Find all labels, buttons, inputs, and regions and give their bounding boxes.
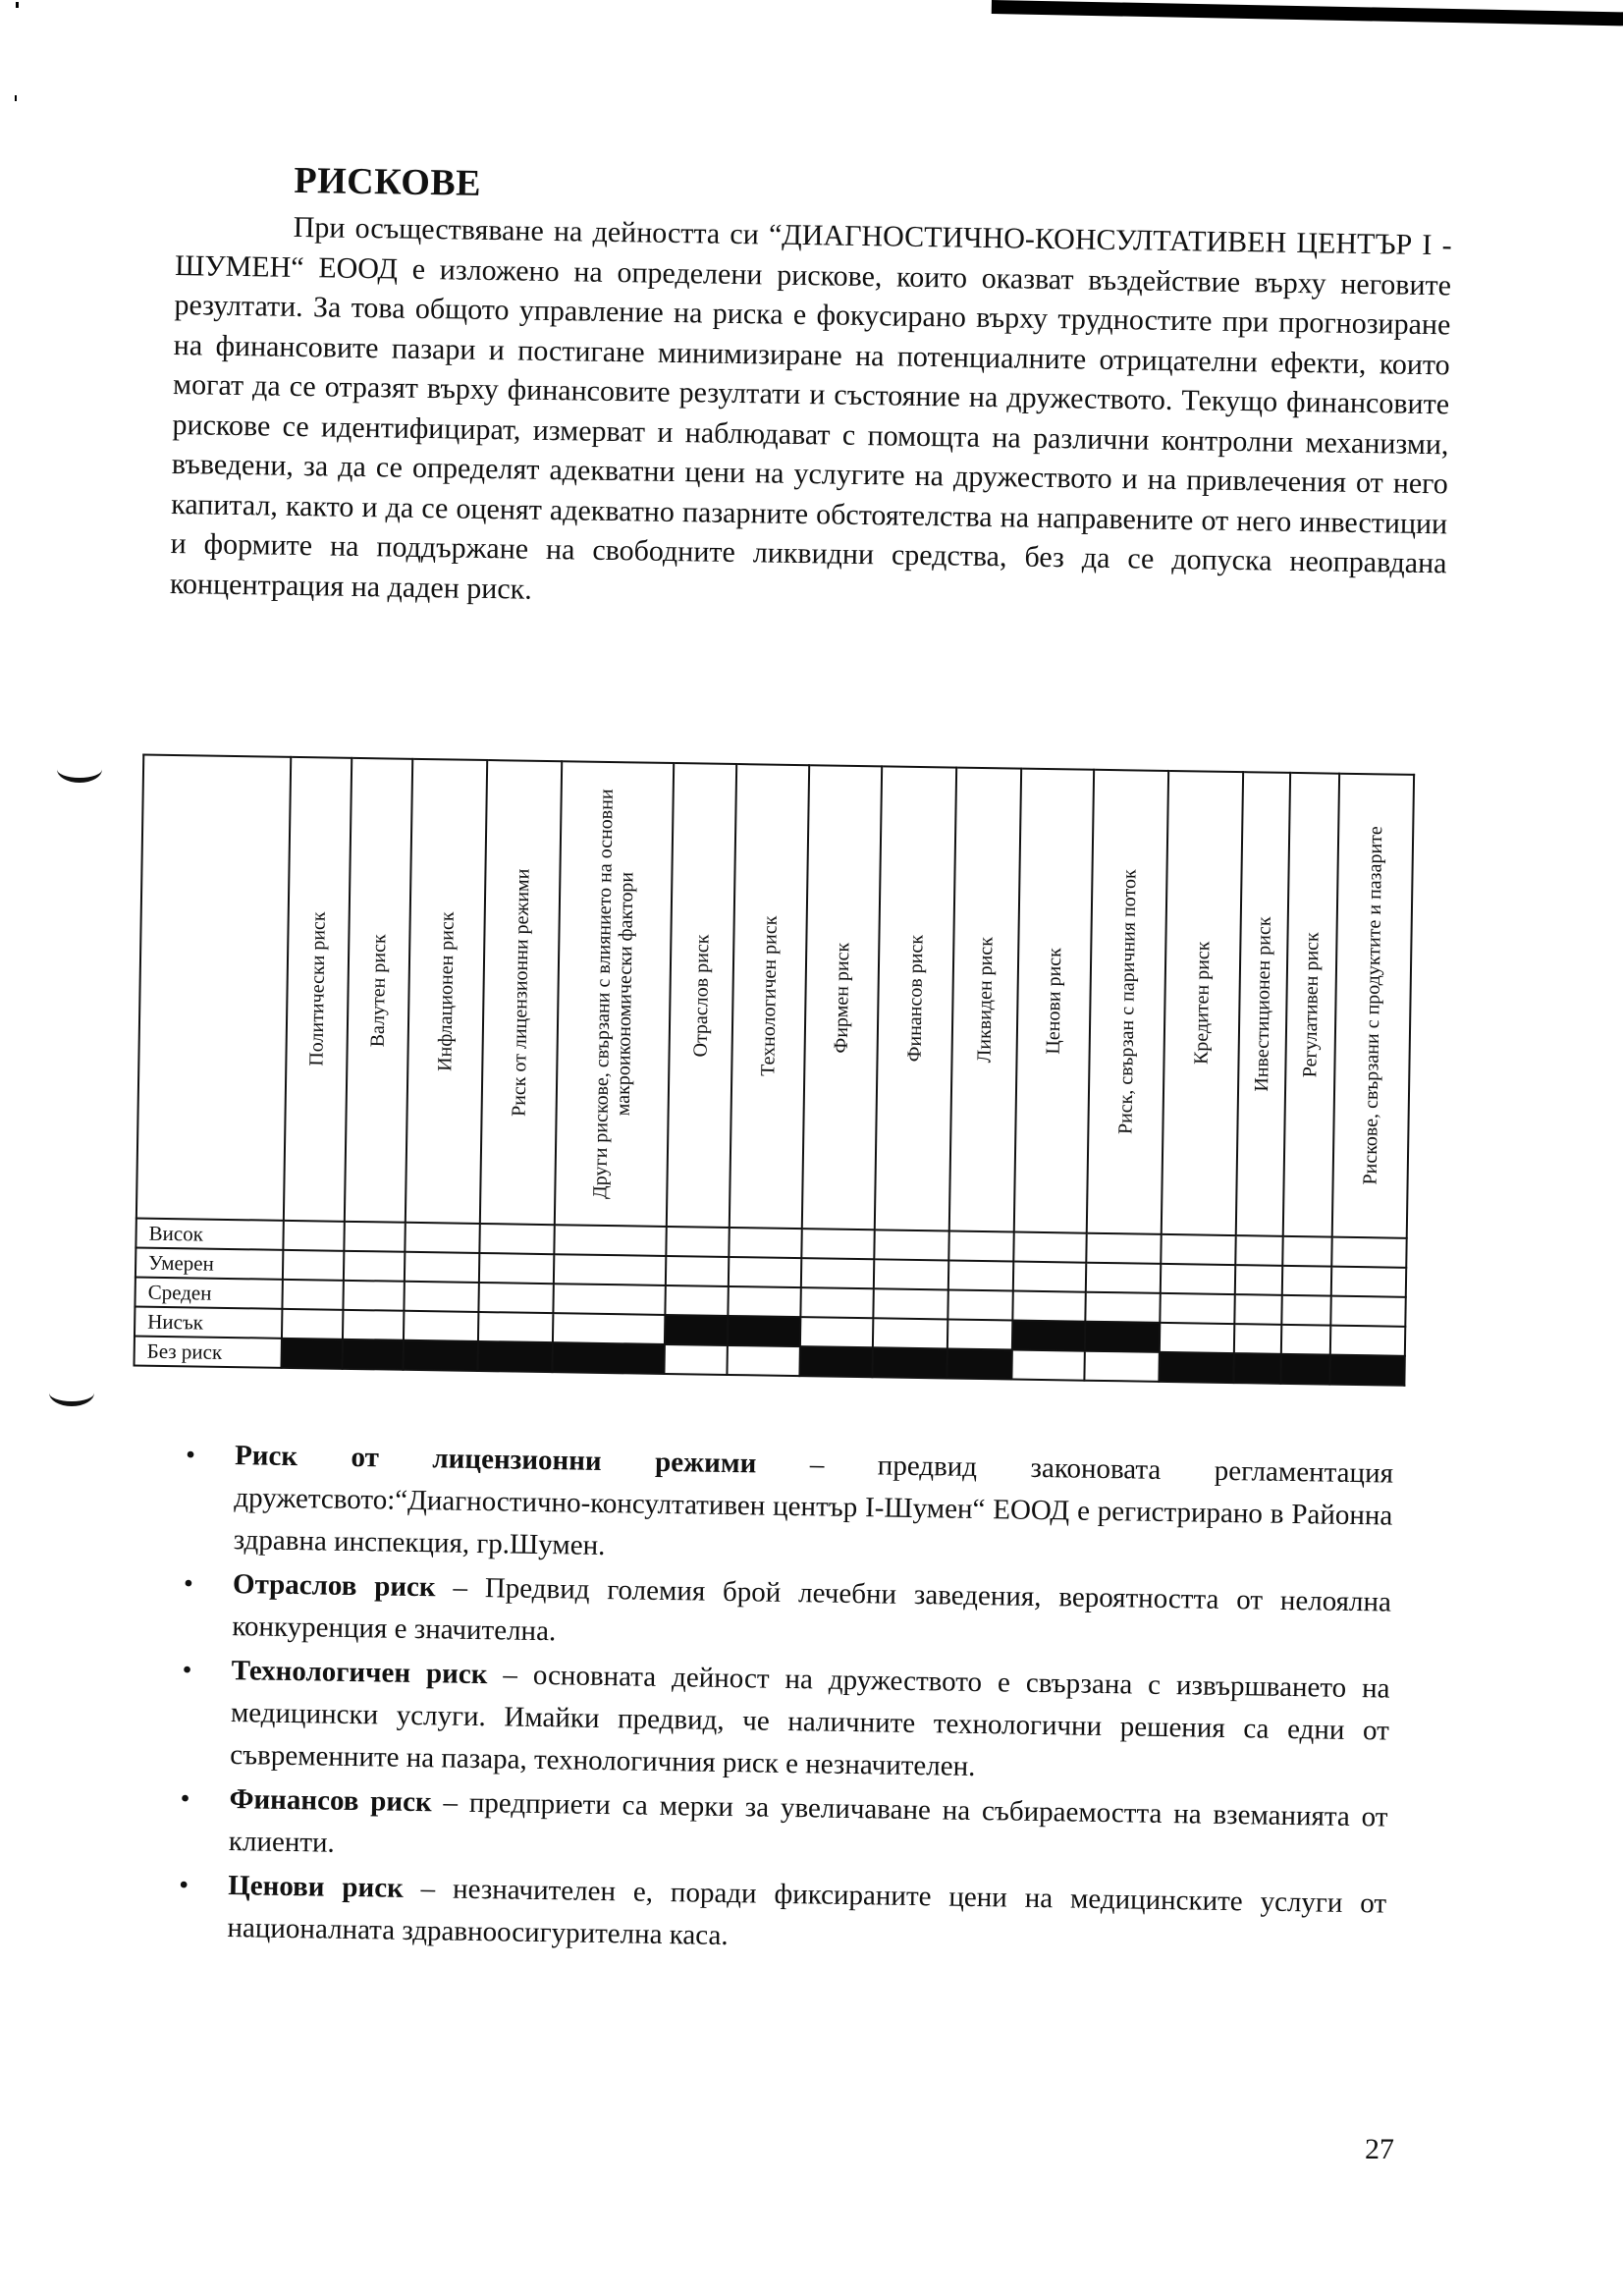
column-header-label: Регулативен риск: [1299, 932, 1324, 1078]
risk-empty-cell: [666, 1227, 729, 1257]
column-header-label: Риск, свързан с паричния поток: [1114, 869, 1141, 1135]
risk-empty-cell: [283, 1250, 344, 1281]
risk-empty-cell: [800, 1287, 873, 1318]
column-header-label: Ценови риск: [1042, 947, 1066, 1055]
column-header: [284, 757, 352, 1222]
column-header-label: Риск от лицензионни режими: [508, 868, 534, 1117]
risk-empty-cell: [728, 1286, 800, 1317]
risk-empty-cell: [1086, 1263, 1161, 1293]
risk-marked-cell: [1280, 1354, 1329, 1385]
document-page: [146, 147, 1453, 1952]
bullet-term: Ценови риск: [227, 1870, 405, 1904]
risk-marked-cell: [1159, 1352, 1233, 1383]
column-header: [1283, 773, 1339, 1237]
risk-marked-cell: [1012, 1321, 1085, 1351]
risk-empty-cell: [344, 1222, 405, 1252]
column-header-label: Финансов риск: [903, 935, 928, 1063]
risk-empty-cell: [282, 1280, 343, 1310]
bullet-text: – основната дейност на дружеството е свързана с извършването на медицински услуги. Имайки предвид, че наличните технологични решения са едни от съвременните на пазара, технологичния риск е незначителен.: [230, 1659, 1390, 1782]
risk-empty-cell: [664, 1344, 727, 1375]
bullet-icon: •: [180, 1783, 190, 1815]
column-header: [730, 764, 809, 1229]
column-header: [1087, 770, 1168, 1234]
bullet-term: Финансов риск: [229, 1783, 432, 1819]
risk-empty-cell: [478, 1283, 553, 1313]
column-header: [949, 768, 1021, 1232]
punch-hole-mark: [57, 756, 102, 783]
risk-empty-cell: [405, 1252, 479, 1283]
bullet-icon: •: [183, 1568, 194, 1600]
column-header: [1162, 771, 1243, 1235]
risk-empty-cell: [344, 1251, 405, 1282]
risk-empty-cell: [1282, 1266, 1331, 1296]
risk-empty-cell: [665, 1285, 728, 1316]
column-header: [555, 761, 674, 1227]
risk-marked-cell: [799, 1346, 872, 1377]
risk-empty-cell: [1235, 1235, 1282, 1266]
intro-paragraph: При осъществяване на дейността си “ДИАГНОСТИЧНО-КОНСУЛТАТИВЕН ЦЕНТЪР I - ШУМЕН“ ЕООД е изложено на определени рискове, които оказват въздействие върху неговите резултати. За това общото управление на риска е фокусирано върху трудностите при прогнозиране на финансовите пазари и постигане минимизиране на потенциалните отрицателни ефекти, които могат да се отразят върху финансовите резултати и състояние на дружеството. Текущо финансовите рискове се идентифицират, измерват и наблюдават с помощта на различни контролни механизми, въведени, за да се определят адекватни цени на услугите на дружеството и на привлечения от него капитал, както и да се оценят адекватно пазарните обстоятелства на направените от него инвестиции и формите на поддържане на свободните ликвидни средства, без да се допуска неоправдана концентрация на даден риск.: [169, 210, 1452, 606]
column-header-label: Ликвиден риск: [973, 936, 998, 1064]
risk-marked-cell: [342, 1339, 403, 1370]
column-header-label: Отраслов риск: [689, 933, 714, 1058]
risk-empty-cell: [1160, 1323, 1234, 1353]
risk-empty-cell: [282, 1309, 343, 1339]
risk-empty-cell: [479, 1253, 554, 1284]
risk-empty-cell: [948, 1230, 1013, 1261]
risk-empty-cell: [478, 1312, 553, 1342]
bullet-icon: •: [182, 1655, 192, 1686]
risk-bullet-list: [178, 1434, 1394, 1969]
column-header-label: Рискове, свързани с продуктите и пазарите: [1359, 826, 1387, 1186]
risk-empty-cell: [1281, 1295, 1330, 1326]
risk-empty-cell: [1085, 1292, 1160, 1323]
punch-hole-mark: [49, 1380, 94, 1406]
risk-empty-cell: [343, 1281, 404, 1311]
bullet-term: Риск от лицензионни режими: [234, 1440, 757, 1480]
scan-speck: [16, 2, 19, 8]
row-label: Без риск: [135, 1336, 282, 1367]
risk-empty-cell: [727, 1345, 799, 1376]
risk-empty-cell: [729, 1228, 801, 1258]
risk-empty-cell: [553, 1313, 665, 1344]
risk-empty-cell: [873, 1318, 947, 1348]
column-header: [1014, 769, 1094, 1233]
row-label: Умерен: [135, 1247, 283, 1279]
risk-empty-cell: [404, 1282, 478, 1312]
table-corner-cell: [136, 755, 291, 1221]
bullet-term: Технологичен риск: [231, 1655, 488, 1691]
risk-empty-cell: [1161, 1264, 1235, 1294]
risk-empty-cell: [1086, 1233, 1161, 1264]
list-item: [180, 1777, 1388, 1881]
risk-empty-cell: [1330, 1326, 1405, 1356]
risk-marked-cell: [1085, 1322, 1160, 1352]
column-header: [802, 765, 882, 1230]
risk-marked-cell: [1233, 1353, 1280, 1384]
bullet-text: – Предвид големия брой лечебни заведения, вероятността от нелоялна конкуренция е значителна.: [232, 1571, 1392, 1648]
risk-empty-cell: [873, 1288, 947, 1319]
risk-empty-cell: [1011, 1350, 1084, 1381]
list-item: [185, 1434, 1394, 1579]
bullet-text: – предвид законовата регламентация дружетсвото:“Диагностично-консултативен център I-Шумен“ ЕООД е регистрирано в Районна здравна инспекция, гр.Шумен.: [233, 1448, 1394, 1562]
risk-empty-cell: [1013, 1262, 1086, 1292]
scan-speck: [15, 95, 17, 101]
risk-marked-cell: [281, 1339, 342, 1369]
risk-marked-cell: [477, 1341, 552, 1372]
list-item: [183, 1562, 1392, 1666]
risk-empty-cell: [1234, 1294, 1281, 1325]
risk-empty-cell: [1160, 1293, 1234, 1324]
risk-empty-cell: [800, 1317, 873, 1347]
risk-empty-cell: [343, 1310, 404, 1340]
risk-empty-cell: [1161, 1234, 1235, 1265]
column-header-label: Валутен риск: [366, 933, 391, 1048]
list-item: [178, 1864, 1387, 1967]
risk-empty-cell: [1012, 1291, 1085, 1322]
risk-empty-cell: [1234, 1324, 1281, 1354]
risk-empty-cell: [729, 1257, 801, 1287]
column-header-label: Технологичен риск: [757, 915, 782, 1077]
column-header: [1236, 772, 1290, 1236]
risk-empty-cell: [1281, 1325, 1330, 1355]
risk-empty-cell: [1013, 1232, 1086, 1263]
column-header-label: Кредитен риск: [1190, 941, 1215, 1066]
risk-empty-cell: [801, 1229, 874, 1259]
column-header-label: Инфлационен риск: [434, 911, 459, 1071]
column-header-label: Други рискове, свързани с влиянието на основни макроикономически фактори: [589, 789, 638, 1199]
risk-empty-cell: [404, 1311, 478, 1341]
risk-empty-cell: [1330, 1296, 1405, 1327]
risk-empty-cell: [948, 1260, 1013, 1290]
column-header: [875, 766, 956, 1230]
bullet-term: Отраслов риск: [232, 1568, 436, 1604]
risk-empty-cell: [666, 1256, 729, 1286]
risk-empty-cell: [405, 1223, 479, 1253]
bullet-icon: •: [185, 1440, 196, 1471]
risk-empty-cell: [1084, 1351, 1159, 1382]
column-header-label: Фирмен риск: [830, 942, 854, 1054]
risk-marked-cell: [728, 1316, 800, 1346]
column-header: [1332, 774, 1414, 1238]
risk-empty-cell: [554, 1254, 666, 1285]
row-label: Нисък: [135, 1306, 282, 1338]
risk-empty-cell: [874, 1230, 948, 1260]
risk-empty-cell: [479, 1224, 554, 1254]
risk-empty-cell: [554, 1225, 666, 1256]
risk-empty-cell: [1331, 1267, 1406, 1297]
risk-empty-cell: [947, 1289, 1012, 1320]
risk-empty-cell: [1235, 1265, 1282, 1295]
risk-empty-cell: [1282, 1236, 1331, 1267]
risk-marked-cell: [403, 1340, 477, 1371]
page-number: 27: [1365, 2133, 1394, 2165]
risk-empty-cell: [553, 1284, 665, 1315]
column-header-label: Политически риск: [305, 911, 330, 1067]
column-header: [406, 759, 487, 1224]
row-label: Среден: [135, 1277, 282, 1308]
row-label: Висок: [135, 1218, 283, 1249]
risk-marked-cell: [552, 1342, 664, 1374]
risk-marked-cell: [665, 1315, 728, 1345]
list-item: [182, 1649, 1390, 1794]
bullet-text: – предприети са мерки за увеличаване на събираемостта на вземанията от клиенти.: [228, 1786, 1388, 1859]
column-header: [480, 760, 562, 1225]
section-title: РИСКОВЕ: [294, 159, 482, 204]
column-header: [345, 758, 412, 1223]
risk-empty-cell: [874, 1259, 948, 1289]
column-header: [667, 763, 736, 1228]
risk-empty-cell: [801, 1258, 874, 1288]
bullet-text: – незначителен е, поради фиксираните цени на медицинските услуги от националната здравноосигурителна каса.: [227, 1872, 1387, 1952]
risk-empty-cell: [283, 1221, 344, 1251]
bullet-icon: •: [178, 1870, 189, 1901]
risk-empty-cell: [1331, 1237, 1406, 1268]
risk-marked-cell: [872, 1347, 947, 1378]
risk-empty-cell: [947, 1319, 1012, 1349]
risk-marked-cell: [1329, 1355, 1404, 1386]
scan-edge-artifact: [992, 0, 1623, 27]
risk-marked-cell: [947, 1348, 1011, 1379]
column-header-label: Инвестиционен риск: [1251, 916, 1275, 1092]
risk-matrix-table: [133, 754, 1415, 1387]
